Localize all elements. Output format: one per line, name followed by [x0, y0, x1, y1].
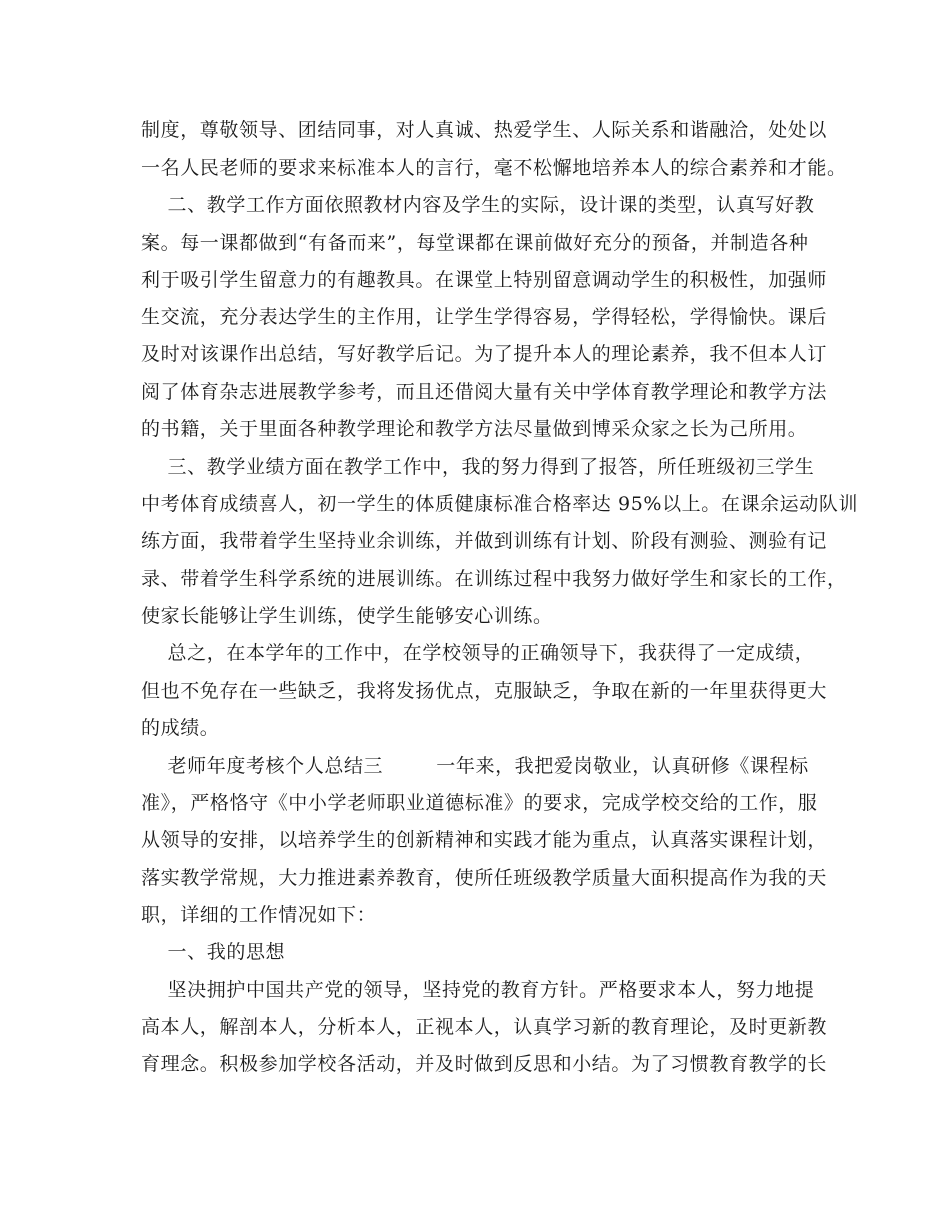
text-line: 的书籍，关于里面各种教学理论和教学方法尽量做到博采众家之长为己所用。	[141, 418, 808, 440]
text-line: 及时对该课作出总结，写好教学后记。为了提升本人的理论素养，我不但本人订	[141, 343, 828, 365]
text-line: 老师年度考核个人总结三 一年来，我把爱岗敬业，认真研修《课程标	[141, 755, 809, 777]
text-line: 高本人，解剖本人，分析本人，正视本人，认真学习新的教育理论，及时更新教	[141, 1016, 828, 1038]
text-line: 育理念。积极参加学校各活动，并及时做到反思和小结。为了习惯教育教学的长	[141, 1053, 828, 1075]
text-line: 录、带着学生科学系统的进展训练。在训练过程中我努力做好学生和家长的工作，	[141, 568, 847, 590]
text-line: 的成绩。	[141, 717, 220, 739]
text-line: 坚决拥护中国共产党的领导，坚持党的教育方针。严格要求本人，努力地提	[141, 979, 815, 1001]
text-line: 使家长能够让学生训练，使学生能够安心训练。	[141, 605, 553, 627]
text-line: 从领导的安排，以培养学生的创新精神和实践才能为重点，认真落实课程计划，	[141, 829, 828, 851]
text-line: 但也不免存在一些缺乏，我将发扬优点，克服缺乏，争取在新的一年里获得更大	[141, 680, 828, 702]
text-line: 职，详细的工作情况如下：	[141, 904, 377, 926]
text-line: 落实教学常规，大力推进素养教育，使所任班级教学质量大面积提高作为我的天	[141, 867, 828, 889]
text-line: 利于吸引学生留意力的有趣教具。在课堂上特别留意调动学生的积极性，加强师	[141, 269, 828, 291]
text-line: 二、教学工作方面依照教材内容及学生的实际，设计课的类型，认真写好教	[141, 194, 815, 216]
text-line: 生交流，充分表达学生的主作用，让学生学得容易，学得轻松，学得愉快。课后	[141, 306, 828, 328]
text-line: 一名人民老师的要求来标准本人的言行，毫不松懈地培养本人的综合素养和才能。	[141, 157, 847, 179]
text-line: 一、我的思想	[141, 941, 286, 963]
text-line: 练方面，我带着学生坚持业余训练，并做到训练有计划、阶段有测验、测验有记	[141, 530, 828, 552]
text-line: 阅了体育杂志进展教学参考，而且还借阅大量有关中学体育教学理论和教学方法	[141, 381, 828, 403]
text-line: 三、教学业绩方面在教学工作中，我的努力得到了报答，所任班级初三学生	[141, 456, 815, 478]
text-line: 制度，尊敬领导、团结同事，对人真诚、热爱学生、人际关系和谐融洽，处处以	[141, 119, 828, 141]
text-line: 案。每一课都做到“有备而来”，每堂课都在课前做好充分的预备，并制造各种	[141, 232, 809, 254]
text-line: 中考体育成绩喜人，初一学生的体质健康标准合格率达 95%以上。在课余运动队训	[141, 493, 859, 515]
text-line: 准》，严格恪守《中小学老师职业道德标准》的要求，完成学校交给的工作，服	[141, 792, 818, 814]
text-line: 总之，在本学年的工作中，在学校领导的正确领导下，我获得了一定成绩，	[141, 642, 815, 664]
